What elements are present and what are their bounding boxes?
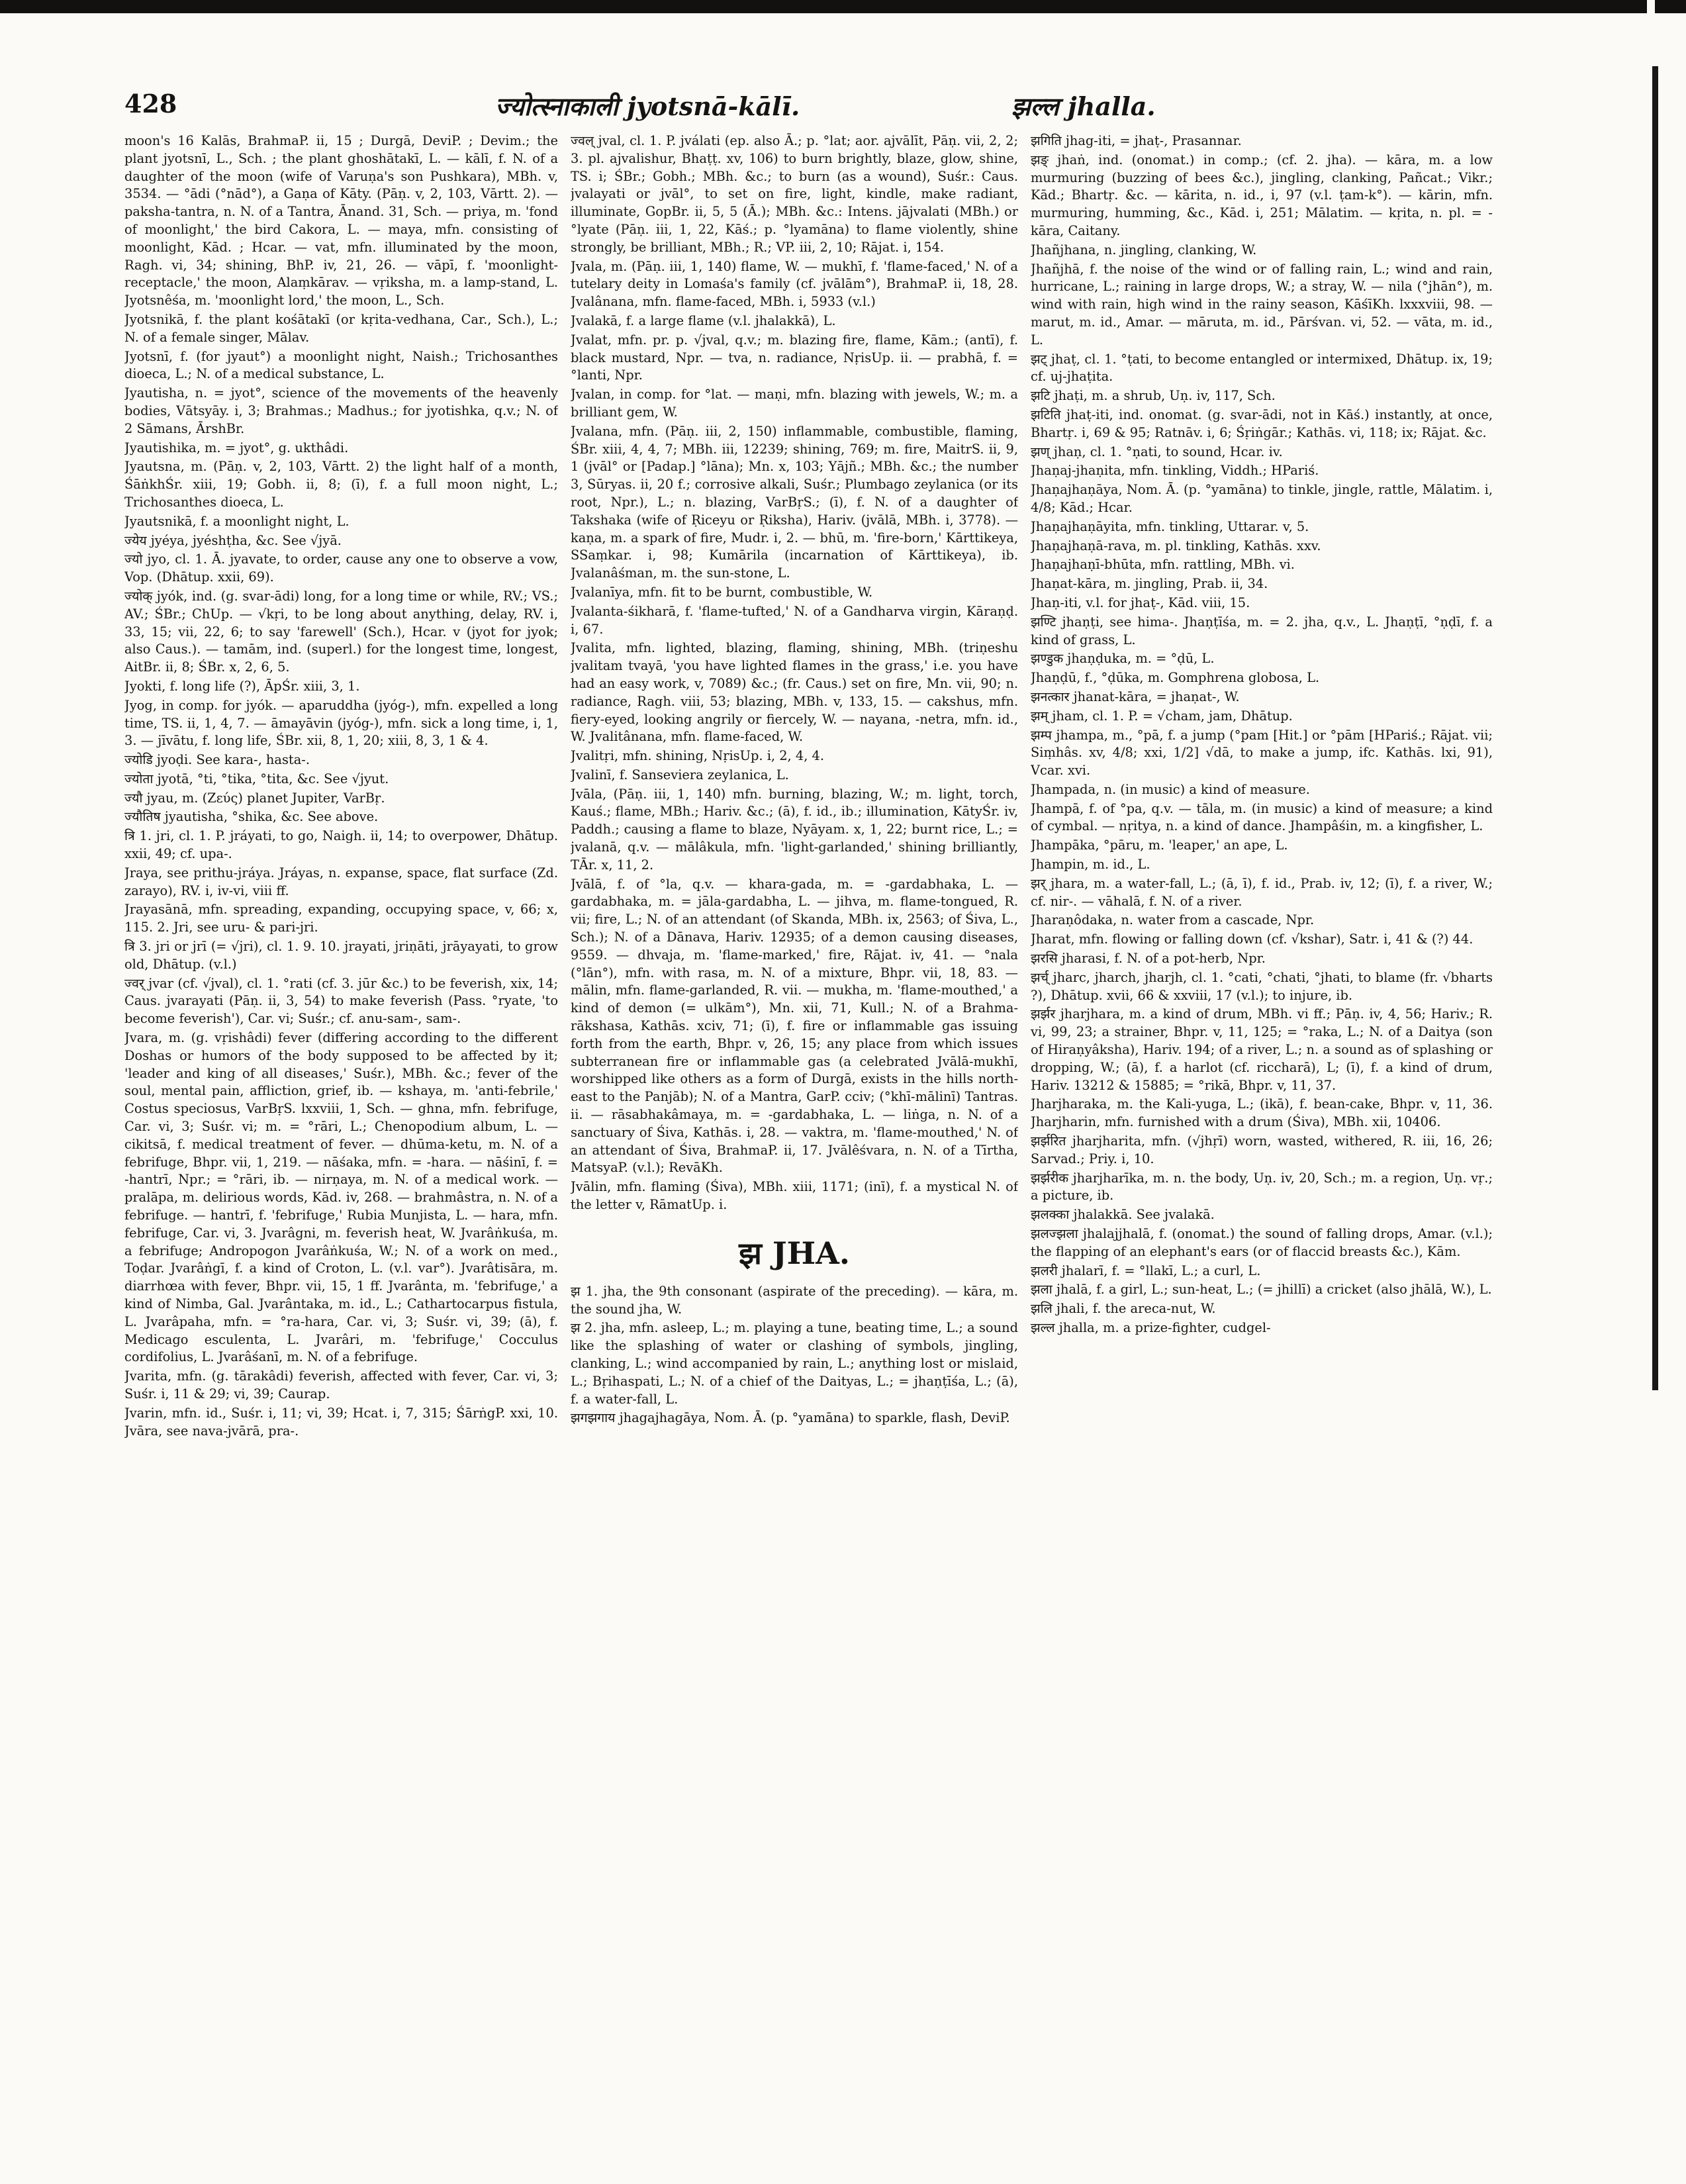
dictionary-entry: झ 1. jha, the 9th consonant (aspirate of the preceding). — kāra, m. the sound jha, W. [571,1283,1018,1317]
dictionary-entry: Jyautsnikā, f. a moonlight night, L. [124,513,350,529]
dictionary-entry: Jhampin, m. id., L. [1031,857,1150,873]
dictionary-entry: Jharaṇôdaka, n. water from a cascade, Npr. [1031,912,1315,928]
dictionary-entry: Jvalanta-śikharā, f. 'flame-tufted,' N. of a Gandharva virgin, Kāraṇḍ. i, 67. [571,603,1018,637]
dictionary-entry: Jyautsna, m. (Pāṇ. v, 2, 103, Vārtt. 2) the light half of a month, ŚāṅkhŚr. xiii, 19; Gobh. ii, 8; (ī), f. a full moon night, L.; Trichosanthes dioeca, L. [124,459,558,510]
dictionary-entry: Jhañjhā, f. the noise of the wind or of falling rain, L.; wind and rain, hurricane, L.; raining in large drops, W.; a stray, W. — nila (°jhān°), m. wind with rain, high wind in the rainy season, KāśīKh. lxxxviii, 98. — marut, m. id., Amar. — māruta, m. id., Pārśvan. vi, 52. — vāta, m. id., L. [1031,261,1493,348]
dictionary-entry: Jhaṇḍū, f., °ḍūka, m. Gomphrena globosa, L. [1031,670,1320,686]
dictionary-entry: Jhaṇ-iti, v.l. for jhaṭ-, Kād. viii, 15. [1031,594,1250,610]
dictionary-entry: झनत्कार jhanat-kāra, = jhaṇat-, W. [1031,688,1240,704]
dictionary-entry: झरसि jharasi, f. N. of a pot-herb, Npr. [1031,951,1266,967]
dictionary-entry: झम् jham, cl. 1. P. = √cham, jam, Dhātup. [1031,708,1293,724]
dictionary-entry: Jhaṇajhaṇī-bhūta, mfn. rattling, MBh. vi. [1031,557,1295,573]
dictionary-entry: झ 2. jha, mfn. asleep, L.; m. playing a tune, beating time, L.; a sound like the splashing of water or clashing of symbols, jingling, clanking, L.; wind accompanied by rain, L.; anything lost or mislaid, L.; Bṛihaspati, L.; N. of a chief of the Daityas, L.; = jhaṇṭīśa, L.; (ā), f. a water-fall, L. [571,1320,1018,1407]
dictionary-entry: Jyog, in comp. for jyók. — aparuddha (jyóg-), mfn. expelled a long time, TS. ii, 1, 4, 7. — āmayāvin (jyóg-), mfn. sick a long time, i, 1, 3. — jīvātu, f. long life, ŚBr. xii, 8, 1, 20; xiii, 8, 3, 1 & 4. [124,697,558,749]
dictionary-entry: Jhaṇajhaṇāya, Nom. Ā. (p. °yamāna) to tinkle, jingle, rattle, Mālatim. i, 4/8; Kād.; Hcar. [1031,482,1493,515]
dictionary-entry: Jhampāka, °pāru, m. 'leaper,' an ape, L. [1031,837,1288,853]
dictionary-entry: Jhañjhana, n. jingling, clanking, W. [1031,242,1257,258]
dictionary-entry: Jvalita, mfn. lighted, blazing, flaming, shining, MBh. (triṇeshu jvalitam tvayā, 'you have lighted flames in the grass,' i.e. you have had an easy work, v, 7089) &c.; (fr. Caus.) set on fire, Mn. vii, 90; n. radiance, Ragh. viii, 53; blazing, MBh. v, 133, 15. — cakshus, mfn. fiery-eyed, looking angrily or fiercely, W. — nayana, -netra, mfn. id., W. Jvalitânana, mfn. flame-faced, W. [571,640,1018,745]
dictionary-entry: Jyokti, f. long life (?), ĀpŚr. xiii, 3, 1. [124,678,360,694]
dictionary-entry: झटि jhaṭi, m. a shrub, Uṇ. iv, 117, Sch. [1031,388,1276,404]
dictionary-entry: झगिति jhag-iti, = jhaṭ-, Prasannar. [1031,133,1242,148]
dictionary-entry: Jvalana, mfn. (Pāṇ. iii, 2, 150) inflammable, combustible, flaming, ŚBr. xiii, 4, 4, 7; MBh. iii, 12239; shining, 769; m. fire, MaitrS. ii, 9, 1 (jvāl° or [Padap.] °lāna); Mn. x, 103; Yājñ.; MBh. &c.; the number 3, Sūryas. ii, 20 f.; corrosive alkali, Suśr.; Plumbago zeylanica (or its root, Npr.), L.; n. blazing, VarBṛS.; (ī), f. N. of a daughter of Takshaka (wife of Ṛiceyu or Ṛiksha), Hariv. (jvālā, MBh. i, 3778). — kaṇa, m. a spark of fire, Mudr. i, 2. — bhū, m. 'fire-born,' Kārttikeya, SSaṃkar. i, 98; Kumārila (incarnation of Kārttikeya), ib. Jvalanâśman, m. the sun-stone, L. [571,423,1018,581]
dictionary-entry: झण्टि jhaṇṭi, see hima-. Jhaṇṭīśa, m. = 2. jha, q.v., L. Jhaṇṭī, °ṇḍī, f. a kind of grass, L. [1031,614,1493,647]
page-number: 428 [124,89,177,119]
dictionary-entry: झर् jhara, m. a water-fall, L.; (ā, ī), f. id., Prab. iv, 12; (ī), f. a river, W.; cf. nir-. — vāhalā, f. N. of a river. [1031,875,1493,909]
dictionary-entry: झङ् jhaṅ, ind. (onomat.) in comp.; (cf. 2. jha). — kāra, m. a low murmuring (buzzing of bees &c.), jingling, clanking, Pañcat.; Vikr.; Kād.; Bhartṛ. &c. — kārita, n. id., i, 97 (v.l. ṭam-k°). — kārin, mfn. murmuring, humming, &c., Kād. i, 251; Mālatim. — kṛita, n. pl. = -kāra, Caitany. [1031,152,1493,238]
dictionary-entry: Jhaṇajhaṇāyita, mfn. tinkling, Uttarar. v, 5. [1031,518,1309,534]
dictionary-entry: Jhaṇat-kāra, m. jingling, Prab. ii, 34. [1031,576,1268,592]
column-right [1031,132,1493,2138]
section-heading: झ JHA. [739,1235,850,1271]
dictionary-entry: Jvalakā, f. a large flame (v.l. jhalakkā), L. [571,312,836,328]
dictionary-entry: ज्वर् jvar (cf. √jval), cl. 1. °rati (cf. 3. jūr &c.) to be feverish, xix, 14; Caus. jvarayati (Pāṇ. ii, 3, 54) to make feverish (Pass. °ryate, 'to become feverish'), Car. vi; Suśr.; cf. anu-sam-, sam-. [124,975,558,1027]
dictionary-entry: ज्वल् jval, cl. 1. P. jválati (ep. also Ā.; p. °lat; aor. ajvālīt, Pāṇ. vii, 2, 2; 3. pl. ajvalishur, Bhaṭṭ. xv, 106) to burn brightly, blaze, glow, shine, TS. i; ŚBr.; Gobh.; MBh. &c.; to burn (as a wound), Suśr.: Caus. jvalayati or jvāl°, to set on fire, light, kindle, make radiant, illuminate, GopBr. ii, 5, 5 (Ā.); MBh. &c.: Intens. jājvalati (MBh.) or °lyate (Pāṇ. iii, 1, 22, Kāś.; p. °lyamāna) to flame violently, shine strongly, be brilliant, MBh.; R.; VP. iii, 2, 10; Rājat. i, 154. [571,133,1018,255]
dictionary-entry: झण् jhaṇ, cl. 1. °ṇati, to sound, Hcar. iv. [1031,444,1283,459]
dictionary-entry: Jhaṇaj-jhaṇita, mfn. tinkling, Viddh.; HPariś. [1031,463,1319,479]
dictionary-entry: Jvāla, (Pāṇ. iii, 1, 140) mfn. burning, blazing, W.; m. light, torch, Kauś.; flame, MBh.; Hariv. &c.; (ā), f. id., ib.; illumination, KātyŚr. iv, Paddh.; causing a flame to blaze, Nyāyam. x, 1, 22; burnt rice, L.; = jvalanā, q.v. — mālâkula, mfn. 'light-garlanded,' shining brilliantly, TĀr. x, 11, 2. [571,786,1018,873]
dictionary-entry: झर्च् jharc, jharch, jharjh, cl. 1. °cati, °chati, °jhati, to blame (fr. √bharts ?), Dhātup. xvii, 66 & xxviii, 17 (v.l.); to injure, ib. [1031,969,1493,1003]
dictionary-entry: Jrayasānā, mfn. spreading, expanding, occupying space, v, 66; x, 115. 2. Jri, see uru- & pari-jri. [124,902,558,935]
dictionary-entry: Jvarita, mfn. (g. tārakâdi) feverish, affected with fever, Car. vi, 3; Suśr. i, 11 & 29; vi, 39; Caurap. [124,1368,558,1401]
dictionary-entry: Jharjharaka, m. the Kali-yuga, L.; (ikā), f. bean-cake, Bhpr. v, 11, 36. Jharjharin, mfn. furnished with a drum (Śiva), MBh. xii, 10406. [1031,1096,1493,1130]
dictionary-entry: ज्यो jyo, cl. 1. Ā. jyavate, to order, cause any one to observe a vow, Vop. (Dhātup. xxii, 69). [124,551,558,585]
dictionary-entry: Jyautishika, m. = jyot°, g. ukthâdi. [124,440,349,455]
dictionary-entry: झलक्का jhalakkā. See jvalakā. [1031,1207,1215,1223]
dictionary-entry: Jvala, m. (Pāṇ. iii, 1, 140) flame, W. — mukhī, f. 'flame-faced,' N. of a tutelary deity in Lomaśa's family (cf. jvālām°), BrahmaP. ii, 18, 28. Jvalânana, mfn. flame-faced, MBh. i, 5933 (v.l.) [571,258,1018,310]
dictionary-entry: झम्प jhampa, m., °pā, f. a jump (°pam [Hit.] or °pām [HPariś.; Rājat. vii; Siṃhâs. xv, 4/8; xxi, 1/2] √dā, to make a jump, ifc. Kathās. lxi, 91), Vcar. xvi. [1031,727,1493,779]
dictionary-entry: त्रि 1. jri, cl. 1. P. jráyati, to go, Naigh. ii, 14; to overpower, Dhātup. xxii, 49; cf. upa-. [124,828,558,862]
dictionary-entry: ज्यौ jyau, m. (Ζεύς) planet Jupiter, VarBṛ. [124,790,385,806]
dictionary-entry: Jvalan, in comp. for °lat. — maṇi, mfn. blazing with jewels, W.; m. a brilliant gem, W. [571,387,1018,420]
running-head-left: ज्योत्स्नाकाली jyotsnā-kālī. [495,91,800,121]
dictionary-entry: झलरी jhalarī, f. = °llakī, L.; a curl, L. [1031,1262,1261,1278]
dictionary-entry: Jvarin, mfn. id., Suśr. i, 11; vi, 39; Hcat. i, 7, 315; ŚārṅgP. xxi, 10. Jvāra, see nava-jvārā, pra-. [124,1405,558,1439]
dictionary-entry: ज्यौतिष jyautisha, °shika, &c. See above. [124,809,379,825]
dictionary-entry: झगझगाय jhagajhagāya, Nom. Ā. (p. °yamāna) to sparkle, flash, DeviP. [571,1410,1010,1426]
dictionary-entry: Jvalinī, f. Sanseviera zeylanica, L. [571,767,789,783]
dictionary-entry: Jvālā, f. of °la, q.v. — khara-gada, m. = -gardabhaka, L. — gardabhaka, m. = jāla-gardabha, L. — jihva, m. flame-tongued, R. vii; fire, L.; N. of an attendant (of Skanda, MBh. ix, 2563; of Śiva, L., Sch.); N. of a Dānava, Hariv. 12935; of a demon causing diseases, 9559. — dhvaja, m. 'flame-marked,' fire, Rājat. iv, 41. — °nala (°lān°), mfn. with rasa, m. N. of a mixture, Bhpr. vii, 18, 83. — mālin, mfn. flame-garlanded, R. vii. — mukha, m. 'flame-mouthed,' a kind of demon (= ulkām°), Mn. xii, 71, Kull.; N. of a Brahma-rākshasa, Kathās. xciv, 71; (ī), f. fire or inflammable gas issuing forth from the earth, Bhpr. v, 26, 15; any place from which issues subterranean fire or inflammable gas (a celebrated Jvālā-mukhī, worshipped like others as a form of Durgā, exists in the hills north-east to the Panjāb); N. of a Mantra, GarP. cciv; (°khī-mālinī) Tantras. ii. — rāsabhakâmaya, m. = -gardabhaka, L. — liṅga, n. N. of a sanctuary of Śiva, Kathās. i, 28. — vaktra, m. 'flame-mouthed,' N. of an attendant of Śiva, BrahmaP. ii, 17. Jvālêśvara, n. N. of a Tīrtha, MatsyaP. (v.l.); RevāKh. [571,876,1018,1176]
dictionary-entry: झलज्झला jhalajjhalā, f. (onomat.) the sound of falling drops, Amar. (v.l.); the flapping of an elephant's ears (or of flaccid breasts &c.), Kām. [1031,1226,1493,1259]
dictionary-entry: Jyotsnī, f. (for jyaut°) a moonlight night, Naish.; Trichosanthes dioeca, L.; N. of a medical substance, L. [124,348,558,382]
dictionary-entry: Jharat, mfn. flowing or falling down (cf. √kshar), Satr. i, 41 & (?) 44. [1031,931,1474,947]
dictionary-entry: Jyotsnikā, f. the plant kośātakī (or kṛita-vedhana, Car., Sch.), L.; N. of a female singer, Mālav. [124,311,558,345]
dictionary-entry: झण्डुक jhaṇḍuka, m. = °ḍū, L. [1031,651,1215,667]
dictionary-entry: Jhampā, f. of °pa, q.v. — tāla, m. (in music) a kind of measure; a kind of cymbal. — nṛitya, n. a kind of dance. Jhampâśin, m. a kingfisher, L. [1031,800,1493,834]
running-head-right: झल्ल jhalla. [1011,91,1156,121]
dictionary-entry: झर्झरित jharjharita, mfn. (√jhṛī) worn, wasted, withered, R. iii, 16, 26; Sarvad.; Priy. i, 10. [1031,1133,1493,1166]
dictionary-entry: झट् jhaṭ, cl. 1. °ṭati, to become entangled or intermixed, Dhātup. ix, 19; cf. uj-jhaṭita. [1031,351,1493,385]
dictionary-entry: झला jhalā, f. a girl, L.; sun-heat, L.; (= jhillī) a cricket (also jhālā, W.), L. [1031,1282,1492,1298]
dictionary-entry: Jyautisha, n. = jyot°, science of the movements of the heavenly bodies, Vātsyāy. i, 3; Brahmas.; Madhus.; for jyotishka, q.v.; N. of 2 Sāmans, ĀrshBr. [124,385,558,436]
column-middle [571,132,1018,2138]
page-header [124,86,1581,126]
column-left [124,132,558,2138]
dictionary-entry: झर्झर jharjhara, m. a kind of drum, MBh. vi ff.; Pāṇ. iv, 4, 56; Hariv.; R. vi, 99, 23; a strainer, Bhpr. v, 11, 125; = °raka, L.; N. of a Daitya (son of Hiraṇyâksha), Hariv. 194; of a river, L.; n. a sound as of splashing or dropping, W.; (ā), f. a harlot (cf. riccharā), L; (ī), f. a kind of drum, Hariv. 13212 & 15885; = °rikā, Bhpr. v, 11, 37. [1031,1006,1493,1093]
scan-top-border [0,0,1686,13]
dictionary-entry: झलि jhali, f. the areca-nut, W. [1031,1301,1216,1317]
dictionary-entry: ज्योता jyotā, °ti, °tika, °tita, &c. See √jyut. [124,771,389,786]
scan-top-notch [1647,0,1655,15]
dictionary-entry: झल्ल jhalla, m. a prize-fighter, cudgel- [1031,1320,1271,1335]
dictionary-entry: Jvalitṛi, mfn. shining, NṛisUp. i, 2, 4, 4. [571,748,825,764]
dictionary-entry: Jraya, see prithu-jráya. Jráyas, n. expanse, space, flat surface (Zd. zarayo), RV. i, iv-vi, viii ff. [124,865,558,898]
dictionary-entry: Jvara, m. (g. vṛishâdi) fever (differing according to the different Doshas or humors of the body supposed to be affected by it; 'leader and king of all diseases,' Suśr.), MBh. &c.; fever of the soul, mental pain, affliction, grief, ib. — kshaya, m. 'anti-febrile,' Costus speciosus, VarBṛS. lxxviii, 1, Sch. — ghna, mfn. febrifuge, Car. vi, 3; Suśr. vi; m. = °rāri, L.; Chenopodium album, L. — cikitsā, f. medical treatment of fever. — dhūma-ketu, m. N. of a febrifuge, Bhpr. vii, 1, 219. — nāśaka, mfn. = -hara. — nāśinī, f. = -hantrī, Npr.; = °rāri, ib. — nirṇaya, m. N. of a medical work. — pralāpa, m. delirious words, Kād. iv, 268. — brahmâstra, n. N. of a febrifuge. — hantrī, f. 'febrifuge,' Rubia Munjista, L. — hara, mfn. febrifuge, Car. vi, 3. Jvarâgni, m. feverish heat, W. Jvarâṅkuśa, m. a febrifuge; Andropogon Jvarâṅkuśa, W.; N. of a work on med., Toḍar. Jvarâṅgī, f. a kind of Croton, L. (v.l. var°). Jvarâtisāra, m. diarrhœa with fever, Bhpr. vii, 15, 1 ff. Jvarânta, m. 'febrifuge,' a kind of Nimba, Gal. Jvarântaka, m. id., L.; Cathartocarpus fistula, L. Jvarâpaha, mfn. = °ra-hara, Car. vi, 3; Suśr. vi, 39; (ā), f. Medicago esculenta, L. Jvarâri, m. 'febrifuge,' Cocculus cordifolius, L. Jvarâśanī, m. N. of a febrifuge. [124,1030,558,1365]
dictionary-entry: ज्योडि jyoḍi. See kara-, hasta-. [124,752,310,768]
dictionary-entry: Jvālin, mfn. flaming (Śiva), MBh. xiii, 1171; (inī), f. a mystical N. of the letter v, RāmatUp. i. [571,1179,1018,1213]
dictionary-entry: ज्योक् jyók, ind. (g. svar-ādi) long, for a long time or while, RV.; VS.; AV.; ŚBr.; ChUp. — √kṛi, to be long about anything, delay, RV. i, 33, 15; vii, 22, 6; to say 'farewell' (Sch.), Hcar. v (jyot for jyok; also Caus.). — tamām, ind. (superl.) for the longest time, longest, AitBr. ii, 8; ŚBr. x, 2, 6, 5. [124,588,558,675]
dictionary-entry: Jhaṇajhaṇā-rava, m. pl. tinkling, Kathās. xxv. [1031,538,1321,553]
dictionary-entry: Jvalanīya, mfn. fit to be burnt, combustible, W. [571,584,873,600]
dictionary-entry: त्रि 3. jri or jrī (= √jri), cl. 1. 9. 10. jrayati, jriṇāti, jrāyayati, to grow old, Dhātup. (v.l.) [124,939,558,972]
dictionary-entry: ज्येय jyéya, jyéshṭha, &c. See √jyā. [124,532,342,548]
scan-right-border [1652,66,1658,1390]
dictionary-entry: झटिति jhaṭ-iti, ind. onomat. (g. svar-ādi, not in Kāś.) instantly, at once, Bhartṛ. i, 69 & 95; Ratnāv. i, 6; Śṛiṅgār.; Kathās. vi, 118; ix; Rājat. &c. [1031,406,1493,440]
dictionary-entry: Jvalat, mfn. pr. p. √jval, q.v.; m. blazing fire, flame, Kām.; (antī), f. black mustard, Npr. — tva, n. radiance, NṛisUp. ii. — prabhā, f. = °lanti, Npr. [571,332,1018,383]
dictionary-entry: झर्झरीक jharjharīka, m. n. the body, Uṇ. iv, 20, Sch.; m. a region, Uṇ. vṛ.; a picture, ib. [1031,1170,1493,1204]
dictionary-entry: moon's 16 Kalās, BrahmaP. ii, 15 ; Durgā, DeviP. ; Devim.; the plant jyotsnī, L., Sch. ; the plant ghoshātakī, L. — kālī, f. N. of a daughter of the moon (wife of Varuṇa's son Pushkara), MBh. v, 3534. — °ādi (°nād°), a Gaṇa of Kāty. (Pāṇ. v, 2, 103, Vārtt. 2). — paksha-tantra, n. N. of a Tantra, Ānand. 31, Sch. — priya, m. 'fond of moonlight,' the bird Cakora, L. — maya, mfn. consisting of moonlight, Kād. ; Hcar. — vat, mfn. illuminated by the moon, Ragh. vi, 34; shining, BhP. iv, 21, 26. — vāpī, f. 'moonlight-receptacle,' the moon, Alaṃkārav. — vṛiksha, m. a lamp-stand, L. Jyotsnêśa, m. 'moonlight lord,' the moon, L., Sch. [124,133,558,309]
dictionary-entry: Jhampada, n. (in music) a kind of measure. [1031,781,1310,797]
